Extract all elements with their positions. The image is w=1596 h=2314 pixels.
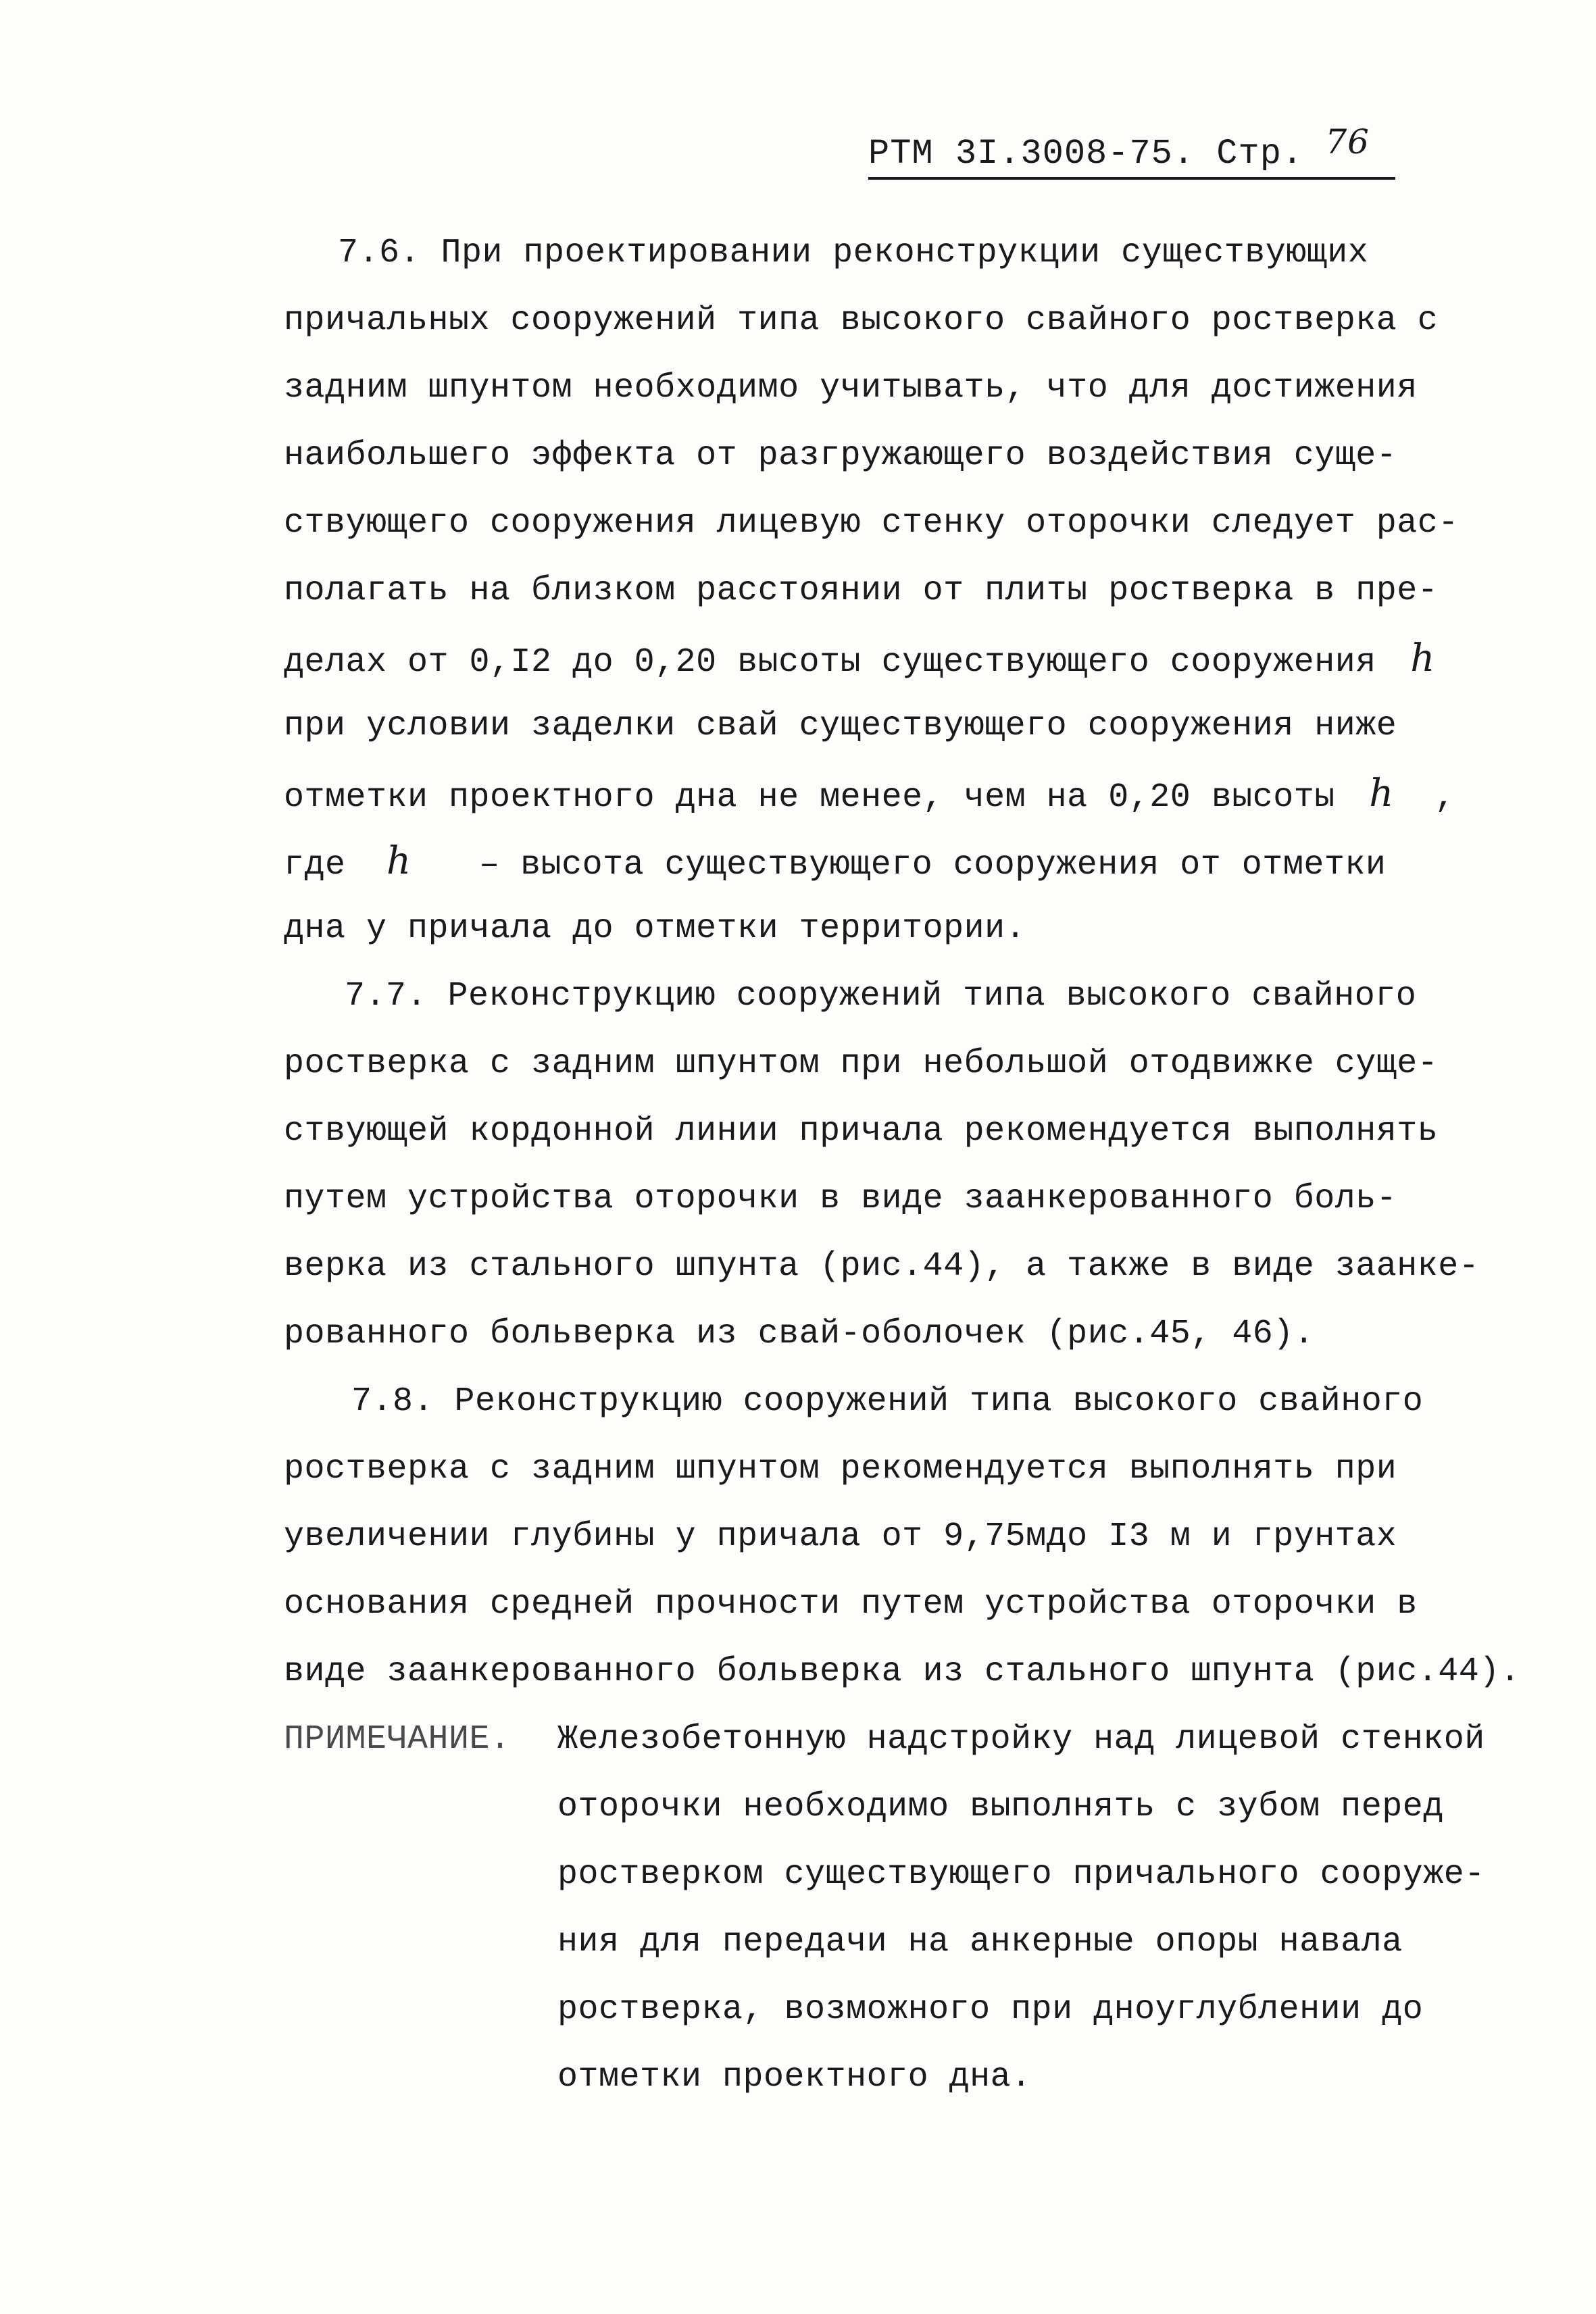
note-line-3: ростверком существующего причального сооруже- bbox=[557, 1855, 1485, 1894]
p76-line-2: причальных сооружений типа высокого свайного ростверка с bbox=[284, 301, 1439, 340]
p76-line-7-text: делах от 0,I2 до 0,20 высоты существующего сооружения bbox=[284, 643, 1376, 682]
p78-line-2: ростверка с задним шпунтом рекомендуется выполнять при bbox=[284, 1450, 1397, 1488]
p76-line-1: 7.6. При проектировании реконструкции существующих bbox=[338, 234, 1369, 272]
h-symbol: h bbox=[1369, 772, 1394, 815]
p76-line-9 bbox=[284, 774, 1455, 818]
p77-line-3: ствующей кордонной линии причала рекомендуется выполнять bbox=[284, 1112, 1439, 1151]
note-line-2: оторочки необходимо выполнять с зубом перед bbox=[557, 1788, 1444, 1826]
note-line-4: ния для передачи на анкерные опоры навала bbox=[557, 1923, 1403, 1961]
p77-line-2: ростверка с задним шпунтом при небольшой отодвижке суще- bbox=[284, 1045, 1439, 1083]
p77-line-6: рованного больверка из свай-оболочек (рис.45, 46). bbox=[284, 1315, 1315, 1353]
note-line-1: Железобетонную надстройку над лицевой стенкой bbox=[557, 1720, 1485, 1759]
p77-line-1: 7.7. Реконструкцию сооружений типа высокого свайного bbox=[345, 977, 1417, 1015]
p76-line-10-where: где bbox=[284, 846, 346, 884]
p78-line-4: основания средней прочности путем устройства оторочки в bbox=[284, 1585, 1418, 1624]
header-underline bbox=[868, 177, 1395, 180]
p76-line-11: дна у причала до отметки территории. bbox=[284, 909, 1026, 948]
p76-line-9-comma: , bbox=[1435, 778, 1455, 817]
p76-line-4: наибольшего эффекта от разгружающего воздействия суще- bbox=[284, 436, 1397, 475]
p78-line-3: увеличении глубины у причала от 9,75мдо I3 м и грунтах bbox=[284, 1517, 1397, 1556]
p77-line-5: верка из стального шпунта (рис.44), а также в виде заанке- bbox=[284, 1247, 1480, 1286]
p76-line-5: ствующего сооружения лицевую стенку оторочки следует рас- bbox=[284, 504, 1459, 543]
p77-line-4: путем устройства оторочки в виде заанкерованного боль- bbox=[284, 1180, 1397, 1218]
page-header bbox=[868, 122, 1370, 174]
p76-line-9-text: отметки проектного дна не менее, чем на 0,20 высоты bbox=[284, 778, 1335, 817]
page-number: 76 bbox=[1325, 122, 1370, 161]
p76-line-10-text: – высота существующего сооружения от отметки bbox=[479, 846, 1387, 884]
note-line-6: отметки проектного дна. bbox=[557, 2058, 1032, 2096]
p76-line-7 bbox=[284, 638, 1435, 683]
h-symbol: h bbox=[386, 839, 412, 883]
note-label: ПРИМЕЧАНИЕ. bbox=[284, 1720, 511, 1759]
p76-line-10 bbox=[284, 841, 1386, 886]
note-line-5: ростверка, возможного при дноуглублении до bbox=[557, 1990, 1424, 2029]
p76-line-3: задним шпунтом необходимо учитывать, что для достижения bbox=[284, 369, 1418, 407]
p76-line-8: при условии заделки свай существующего сооружения ниже bbox=[284, 707, 1397, 745]
header-title: РТМ 3I.3008-75. Стр. bbox=[868, 134, 1304, 174]
p76-line-6: полагать на близком расстоянии от плиты ростверка в пре- bbox=[284, 572, 1439, 610]
p78-line-5: виде заанкерованного больверка из стального шпунта (рис.44). bbox=[284, 1653, 1521, 1691]
h-symbol: h bbox=[1410, 636, 1435, 680]
p78-line-1: 7.8. Реконструкцию сооружений типа высокого свайного bbox=[351, 1382, 1424, 1421]
